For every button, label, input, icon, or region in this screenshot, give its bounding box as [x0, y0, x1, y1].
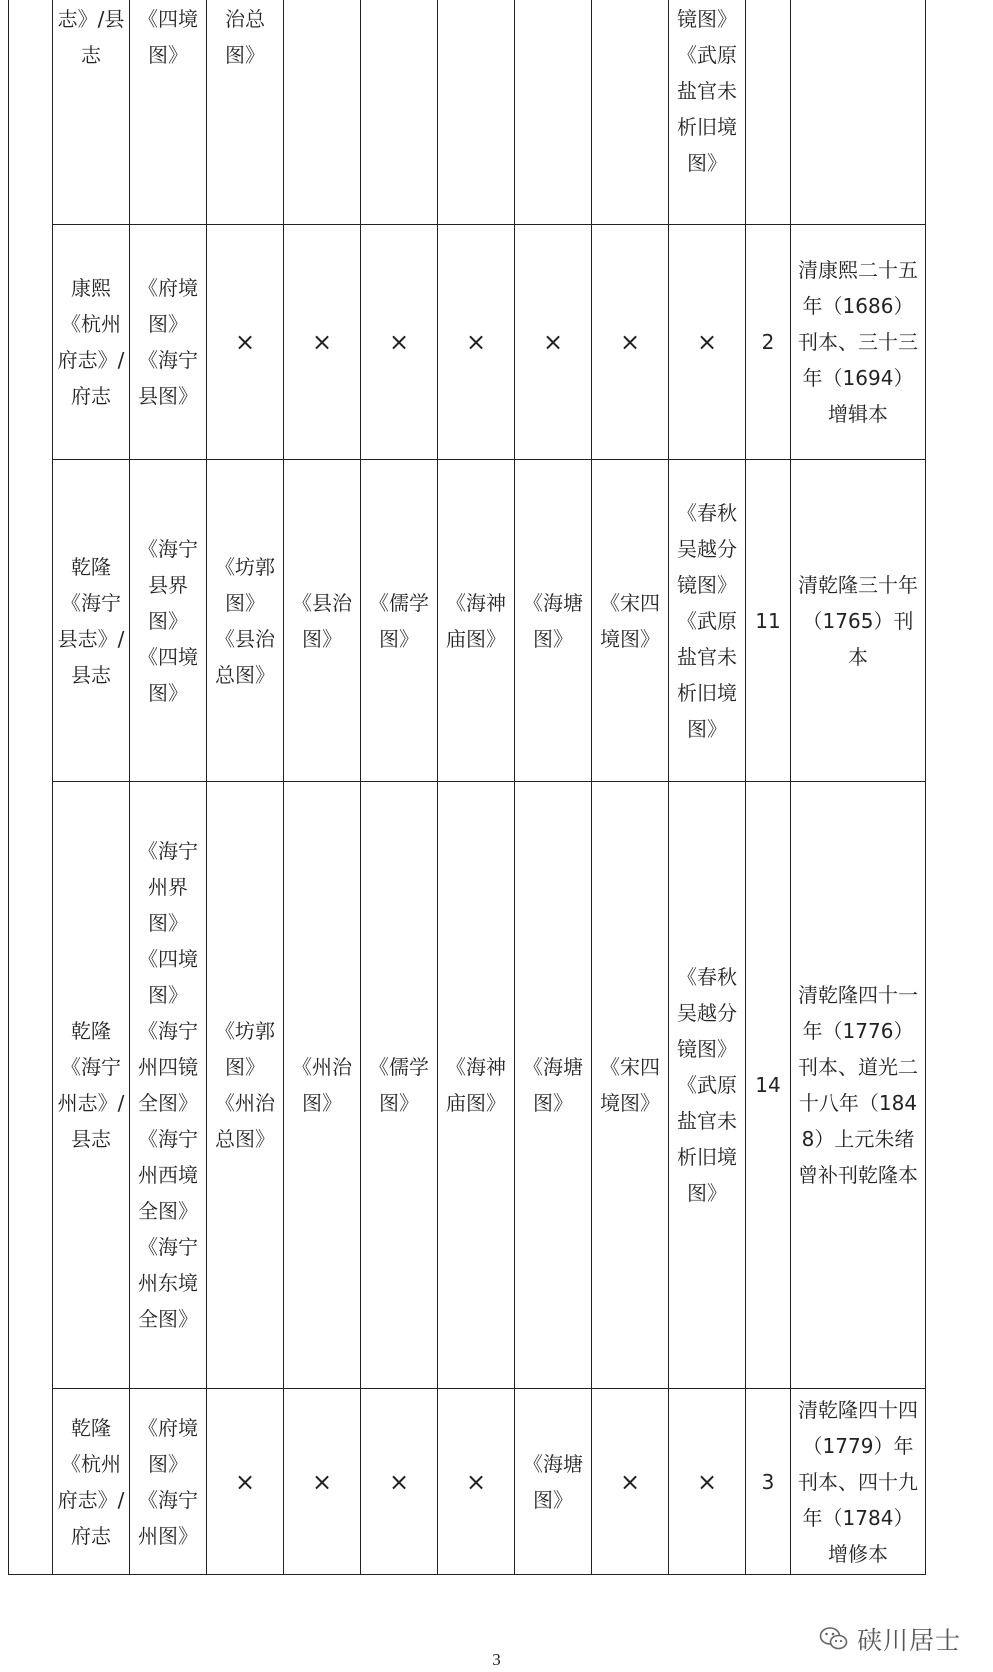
ancient-maps-cell: [669, 460, 745, 781]
edition-cell: [791, 1, 925, 224]
seawall-map-cell: [515, 1, 591, 224]
cell-text: 《四境图》: [138, 7, 198, 67]
temple-map-cell: [438, 225, 514, 459]
cell-text: ×: [696, 328, 718, 356]
table-border-right: [925, 0, 926, 1575]
cell-text: ×: [388, 1467, 410, 1496]
cell-text: 清乾隆四十一年（1776）刊本、道光二十八年（1848）上元朱绪曾补刊乾隆本: [798, 983, 918, 1187]
map-count-cell: [746, 225, 790, 459]
cell-text: 清乾隆四十四（1779）年刊本、四十九年（1784）增修本: [798, 1397, 918, 1566]
cell-text: 清康熙二十五年（1686）刊本、三十三年（1694）增辑本: [798, 258, 918, 426]
record-title-cell: [53, 460, 129, 781]
county-seat-map-cell: [284, 1, 360, 224]
cell-text: 《海宁州界图》《四境图》《海宁州四镜全图》《海宁州西境全图》《海宁州东境全图》: [138, 839, 198, 1331]
cell-text: ×: [311, 1467, 333, 1496]
seawall-map-cell: [515, 460, 591, 781]
cell-text: 11: [755, 608, 781, 633]
cell-text: ×: [234, 1467, 256, 1496]
table-border-bottom: [8, 1574, 926, 1575]
record-title-cell: [53, 1, 129, 224]
record-title-cell: [53, 225, 129, 459]
city-maps-cell: [207, 1, 283, 224]
edition-cell: [791, 460, 925, 781]
seawall-map-cell: [515, 782, 591, 1388]
wechat-icon: [819, 1626, 849, 1652]
edition-cell: [791, 782, 925, 1388]
edition-cell: [791, 225, 925, 459]
temple-map-cell: [438, 1389, 514, 1574]
ancient-maps-cell: [669, 1, 745, 224]
cell-text: 《县治图》: [292, 590, 352, 651]
cell-text: ×: [619, 1467, 641, 1496]
page-number: 3: [492, 1650, 501, 1669]
edition-cell: [791, 1389, 925, 1574]
map-count-cell: [746, 460, 790, 781]
song-map-cell: [592, 1, 668, 224]
map-count-cell: [746, 1, 790, 224]
seawall-map-cell: [515, 1389, 591, 1574]
cell-text: 《海神庙图》: [446, 590, 506, 651]
song-map-cell: [592, 460, 668, 781]
cell-text: 清乾隆三十年（1765）刊本: [798, 572, 918, 669]
cell-text: 3: [761, 1469, 775, 1494]
record-title-cell: [53, 1389, 129, 1574]
cell-text: ×: [311, 328, 333, 356]
boundary-maps-cell: [130, 782, 206, 1388]
school-map-cell: [361, 1389, 437, 1574]
cell-text: 《坊郭图》《县治总图》: [215, 554, 275, 687]
cell-text: ×: [542, 328, 564, 356]
boundary-maps-cell: [130, 460, 206, 781]
ancient-maps-cell: [669, 782, 745, 1388]
cell-text: ×: [619, 328, 641, 356]
school-map-cell: [361, 1, 437, 224]
cell-text: ×: [388, 328, 410, 356]
cell-text: 《宋四境图》: [600, 1055, 660, 1115]
record-title-cell: [53, 782, 129, 1388]
song-map-cell: [592, 782, 668, 1388]
cell-text: 《海塘图》: [523, 1451, 583, 1512]
cell-text: 康熙《杭州府志》/府志: [57, 276, 125, 408]
temple-map-cell: [438, 460, 514, 781]
cell-text: 《府境图》《海宁县图》: [138, 276, 198, 408]
school-map-cell: [361, 782, 437, 1388]
cell-text: 镜图》《武原盐官未析旧境图》: [677, 7, 737, 175]
cell-text: 《宋四境图》: [600, 590, 660, 651]
cell-text: 《州治图》: [292, 1055, 352, 1115]
map-count-cell: [746, 1389, 790, 1574]
school-map-cell: [361, 225, 437, 459]
cell-text: ×: [465, 328, 487, 356]
table-border-left: [8, 0, 9, 1575]
cell-text: 治总图》: [225, 7, 265, 67]
cell-text: 《儒学图》: [369, 590, 429, 651]
county-seat-map-cell: [284, 782, 360, 1388]
cell-text: ×: [465, 1467, 487, 1496]
ancient-maps-cell: [669, 1389, 745, 1574]
cell-text: 《海宁县界图》《四境图》: [138, 536, 198, 705]
county-seat-map-cell: [284, 225, 360, 459]
cell-text: 乾隆《海宁州志》/县志: [57, 1019, 125, 1151]
cell-text: ×: [234, 328, 256, 356]
school-map-cell: [361, 460, 437, 781]
cell-text: 14: [755, 1073, 781, 1097]
cell-text: 《坊郭图》《州治总图》: [215, 1019, 275, 1151]
cell-text: 《春秋吴越分镜图》《武原盐官未析旧境图》: [677, 965, 737, 1205]
county-seat-map-cell: [284, 460, 360, 781]
cell-text: 《儒学图》: [369, 1055, 429, 1115]
watermark: [819, 1622, 961, 1656]
song-map-cell: [592, 225, 668, 459]
cell-text: 《府境图》《海宁州图》: [138, 1415, 198, 1548]
cell-text: ×: [696, 1467, 718, 1496]
cell-text: 2: [761, 330, 775, 354]
ancient-maps-cell: [669, 225, 745, 459]
cell-text: 《海塘图》: [523, 1055, 583, 1115]
city-maps-cell: [207, 782, 283, 1388]
city-maps-cell: [207, 460, 283, 781]
boundary-maps-cell: [130, 1389, 206, 1574]
map-count-cell: [746, 782, 790, 1388]
cell-text: 乾隆《杭州府志》/府志: [57, 1415, 125, 1548]
cell-text: 志》/县志: [57, 7, 125, 67]
cell-text: 《海塘图》: [523, 590, 583, 651]
temple-map-cell: [438, 1, 514, 224]
cell-text: 《海神庙图》: [446, 1055, 506, 1115]
seawall-map-cell: [515, 225, 591, 459]
city-maps-cell: [207, 225, 283, 459]
boundary-maps-cell: [130, 1, 206, 224]
cell-text: 乾隆《海宁县志》/县志: [57, 554, 125, 687]
city-maps-cell: [207, 1389, 283, 1574]
boundary-maps-cell: [130, 225, 206, 459]
song-map-cell: [592, 1389, 668, 1574]
county-seat-map-cell: [284, 1389, 360, 1574]
temple-map-cell: [438, 782, 514, 1388]
watermark-text: 硖川居士: [857, 1626, 962, 1655]
cell-text: 《春秋吴越分镜图》《武原盐官未析旧境图》: [677, 500, 737, 741]
